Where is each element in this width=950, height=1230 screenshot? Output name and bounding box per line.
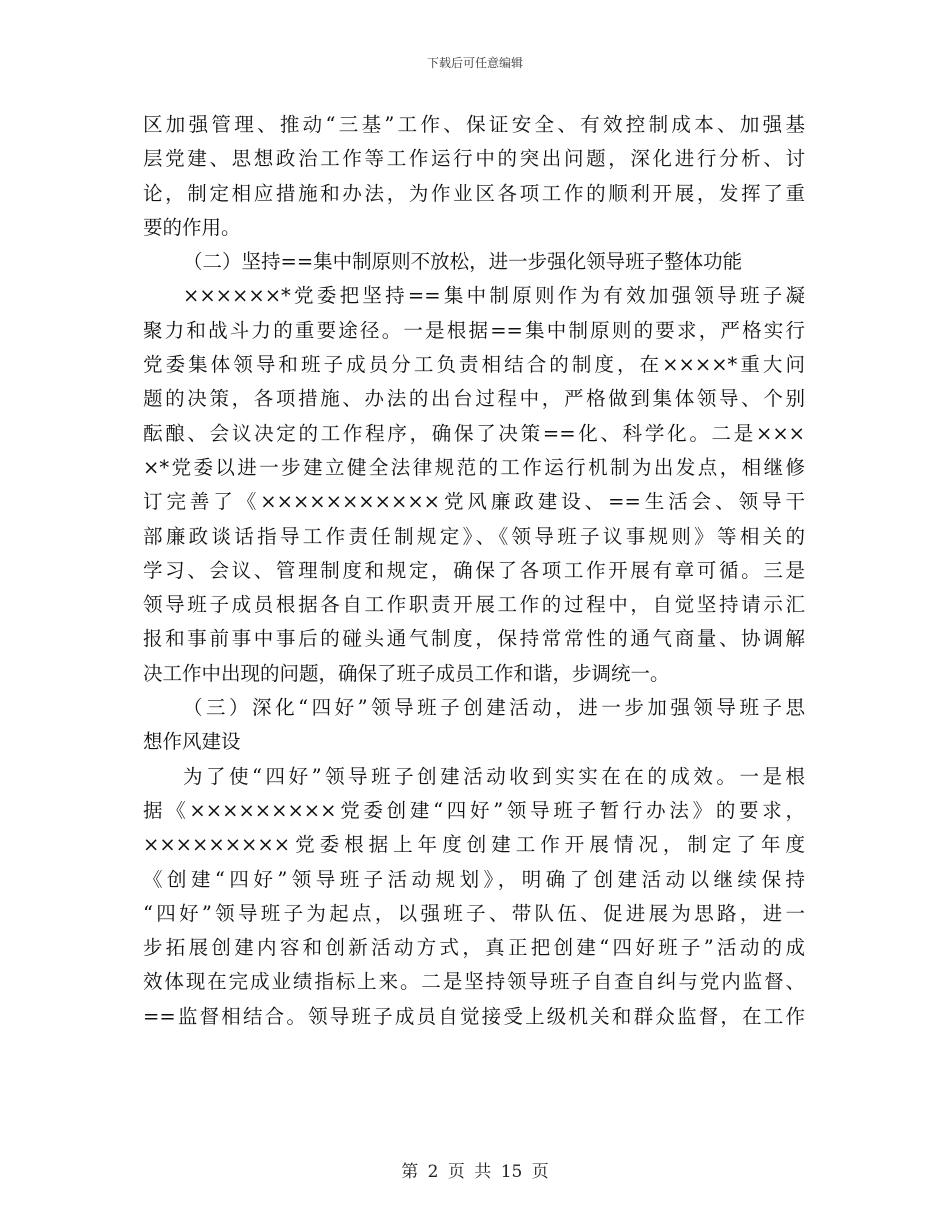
text-line: 报和事前事中事后的碰头通气制度，保持常常性的通气商量、协调解 xyxy=(143,627,805,651)
text-line: 决工作中出现的问题，确保了班子成员工作和谐，步调统一。 xyxy=(143,661,670,685)
text-line: 聚力和战斗力的重要途径。一是根据==集中制原则的要求，严格实行 xyxy=(143,318,805,342)
text-line: 订完善了《×××××××××××党风廉政建设、==生活会、领导干 xyxy=(143,490,805,514)
text-line: 效体现在完成业绩指标上来。二是坚持领导班子自查自纠与党内监督、 xyxy=(143,970,805,994)
text-line: ×××××××××党委根据上年度创建工作开展情况，制定了年度 xyxy=(143,833,805,857)
text-line: 题的决策，各项措施、办法的出台过程中，严格做到集体领导、个别 xyxy=(143,387,805,411)
text-line: 想作风建设 xyxy=(143,730,241,754)
text-line: 为了使“四好”领导班子创建活动收到实实在在的成效。一是根 xyxy=(183,764,805,788)
text-line: 党委集体领导和班子成员分工负责相结合的制度，在××××*重大问 xyxy=(143,353,805,377)
text-line: 《创建“四好”领导班子活动规划》，明确了创建活动以继续保持 xyxy=(143,867,805,891)
text-line: 部廉政谈话指导工作责任制规定》、《领导班子议事规则》等相关的 xyxy=(143,524,805,548)
page-header: 下载后可任意编辑 xyxy=(426,56,523,70)
text-line: （二）坚持==集中制原则不放松，进一步强化领导班子整体功能 xyxy=(183,250,743,274)
text-line: 学习、会议、管理制度和规定，确保了各项工作开展有章可循。三是 xyxy=(143,558,805,582)
text-line: 区加强管理、推动“三基”工作、保证安全、有效控制成本、加强基 xyxy=(143,113,805,136)
text-line: “四好”领导班子为起点，以强班子、带队伍、促进展为思路，进一 xyxy=(143,901,805,925)
text-line: ××××××*党委把坚持==集中制原则作为有效加强领导班子凝 xyxy=(183,284,805,308)
text-line: ==监督相结合。领导班子成员自觉接受上级机关和群众监督，在工作 xyxy=(143,1004,805,1028)
text-line: 酝酿、会议决定的工作程序，确保了决策==化、科学化。二是××× xyxy=(143,421,805,445)
text-line: 据《×××××××××党委创建“四好”领导班子暂行办法》的要求， xyxy=(143,798,805,822)
text-line: ×*党委以进一步建立健全法律规范的工作运行机制为出发点，相继修 xyxy=(143,455,805,479)
page-footer: 第 2 页 共 15 页 xyxy=(401,1162,549,1182)
text-line: 论，制定相应措施和办法，为作业区各项工作的顺利开展，发挥了重 xyxy=(143,181,805,205)
text-line: 步拓展创建内容和创新活动方式，真正把创建“四好班子”活动的成 xyxy=(143,936,805,960)
document-body xyxy=(143,108,805,1034)
text-line: （三）深化“四好”领导班子创建活动，进一步加强领导班子思 xyxy=(183,696,805,720)
text-line: 领导班子成员根据各自工作职责开展工作的过程中，自觉坚持请示汇 xyxy=(143,593,805,617)
text-line: 要的作用。 xyxy=(143,215,241,239)
text-line: 层党建、思想政治工作等工作运行中的突出问题，深化进行分析、讨 xyxy=(143,147,805,171)
